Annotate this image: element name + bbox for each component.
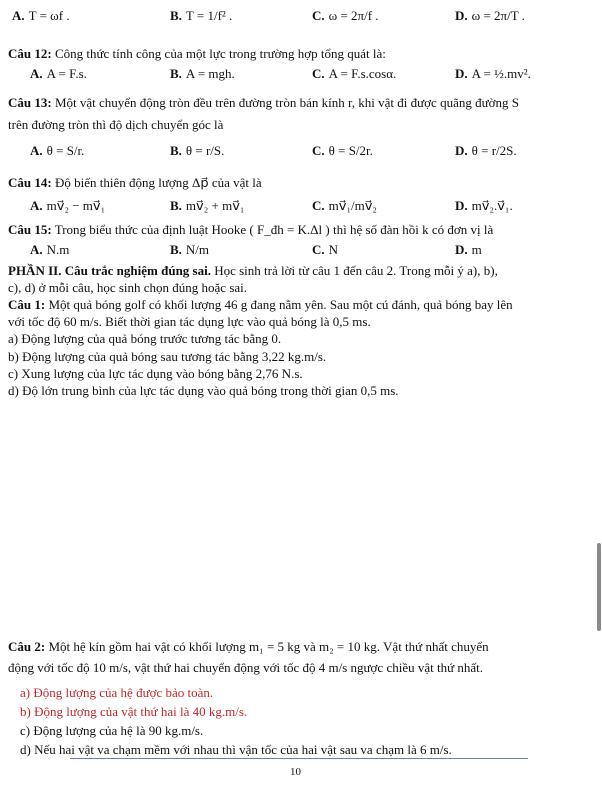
q14-option-d: D. mv⃗₂.v⃗₁. xyxy=(455,198,513,213)
q13-option-d: D. θ = r/2S. xyxy=(455,143,517,158)
p2q2-item-c: c) Động lượng của hệ là 90 kg.m/s. xyxy=(20,723,204,738)
p2q2-item-a: a) Động lượng của hệ được bảo toàn. xyxy=(20,685,214,700)
q13-option-b: B. θ = r/S. xyxy=(170,143,225,158)
q14-option-c: C. mv⃗₁/mv⃗₂ xyxy=(312,198,377,213)
q15-option-a: A. N.m xyxy=(30,242,70,257)
q14-option-b: B. mv⃗₂ + mv⃗₁ xyxy=(170,198,245,213)
p2q1-item-d: d) Độ lớn trung bình của lực tác dụng vào quả bóng trong thời gian 0,5 ms. xyxy=(8,383,399,398)
page-number: 10 xyxy=(290,766,301,778)
p2q2-stem-line2: động với tốc độ 10 m/s, vật thứ hai chuyển động với tốc độ 4 m/s ngược chiều vật thứ nhất. xyxy=(8,660,484,675)
q15-option-c: C. N xyxy=(312,242,339,257)
p2q2-stem-line1: Câu 2: Một hệ kín gồm hai vật có khối lượng m₁ = 5 kg và m₂ = 10 kg. Vật thứ nhất chuyển xyxy=(8,639,489,654)
footer-rule xyxy=(70,758,528,759)
q13-stem-line2: trên đường tròn thì độ dịch chuyển góc là xyxy=(8,117,224,132)
q11-option-c: C. ω = 2π/f . xyxy=(312,8,379,23)
p2q1-item-a: a) Động lượng của quả bóng trước tương tác bằng 0. xyxy=(8,331,282,346)
q12-option-d: D. A = ½.mv². xyxy=(455,66,531,81)
scrollbar-thumb[interactable] xyxy=(597,543,601,631)
q15-stem: Câu 15: Trong biểu thức của định luật Hooke ( F_đh = K.Δl ) thì hệ số đàn hồi k có đơn vị là xyxy=(8,222,494,237)
q13-stem-line1: Câu 13: Một vật chuyển động tròn đều trên đường tròn bán kính r, khi vật đi được quãng đường S xyxy=(8,95,519,110)
part2-intro-line2: c), d) ở mỗi câu, học sinh chọn đúng hoặc sai. xyxy=(8,280,248,295)
p2q1-stem-line1: Câu 1: Một quả bóng golf có khối lượng 46 g đang nằm yên. Sau một cú đánh, quả bóng bay lên xyxy=(8,297,513,312)
q15-option-d: D. m xyxy=(455,242,482,257)
q12-option-c: C. A = F.s.cosα. xyxy=(312,66,397,81)
q15-option-b: B. N/m xyxy=(170,242,210,257)
p2q1-item-b: b) Động lượng của quả bóng sau tương tác bằng 3,22 kg.m/s. xyxy=(8,349,327,364)
p2q2-item-b: b) Động lượng của vật thứ hai là 40 kg.m/s. xyxy=(20,704,248,719)
q14-stem: Câu 14: Độ biến thiên động lượng Δp⃗ của vật là xyxy=(8,175,262,190)
p2q1-stem-line2: với tốc độ 60 m/s. Biết thời gian tác dụng lực vào quả bóng là 0,5 ms. xyxy=(8,314,371,329)
part2-heading: PHẦN II. Câu trắc nghiệm đúng sai. Học sinh trả lời từ câu 1 đến câu 2. Trong mỗi ý a), b), xyxy=(8,263,498,278)
q14-option-a: A. mv⃗₂ − mv⃗₁ xyxy=(30,198,106,213)
q13-option-a: A. θ = S/r. xyxy=(30,143,85,158)
q12-option-a: A. A = F.s. xyxy=(30,66,87,81)
q12-stem: Câu 12: Công thức tính công của một lực trong trường hợp tổng quát là: xyxy=(8,46,386,61)
q11-option-a: A. T = ωf . xyxy=(12,8,70,23)
p2q1-item-c: c) Xung lượng của lực tác dụng vào bóng bằng 2,76 N.s. xyxy=(8,366,303,381)
q13-option-c: C. θ = S/2r. xyxy=(312,143,373,158)
p2q2-item-d: d) Nếu hai vật va chạm mềm với nhau thì vận tốc của hai vật sau va chạm là 6 m/s. xyxy=(20,742,452,757)
q12-option-b: B. A = mgh. xyxy=(170,66,235,81)
q11-option-d: D. ω = 2π/T . xyxy=(455,8,525,23)
q11-option-b: B. T = 1/f² . xyxy=(170,8,233,23)
